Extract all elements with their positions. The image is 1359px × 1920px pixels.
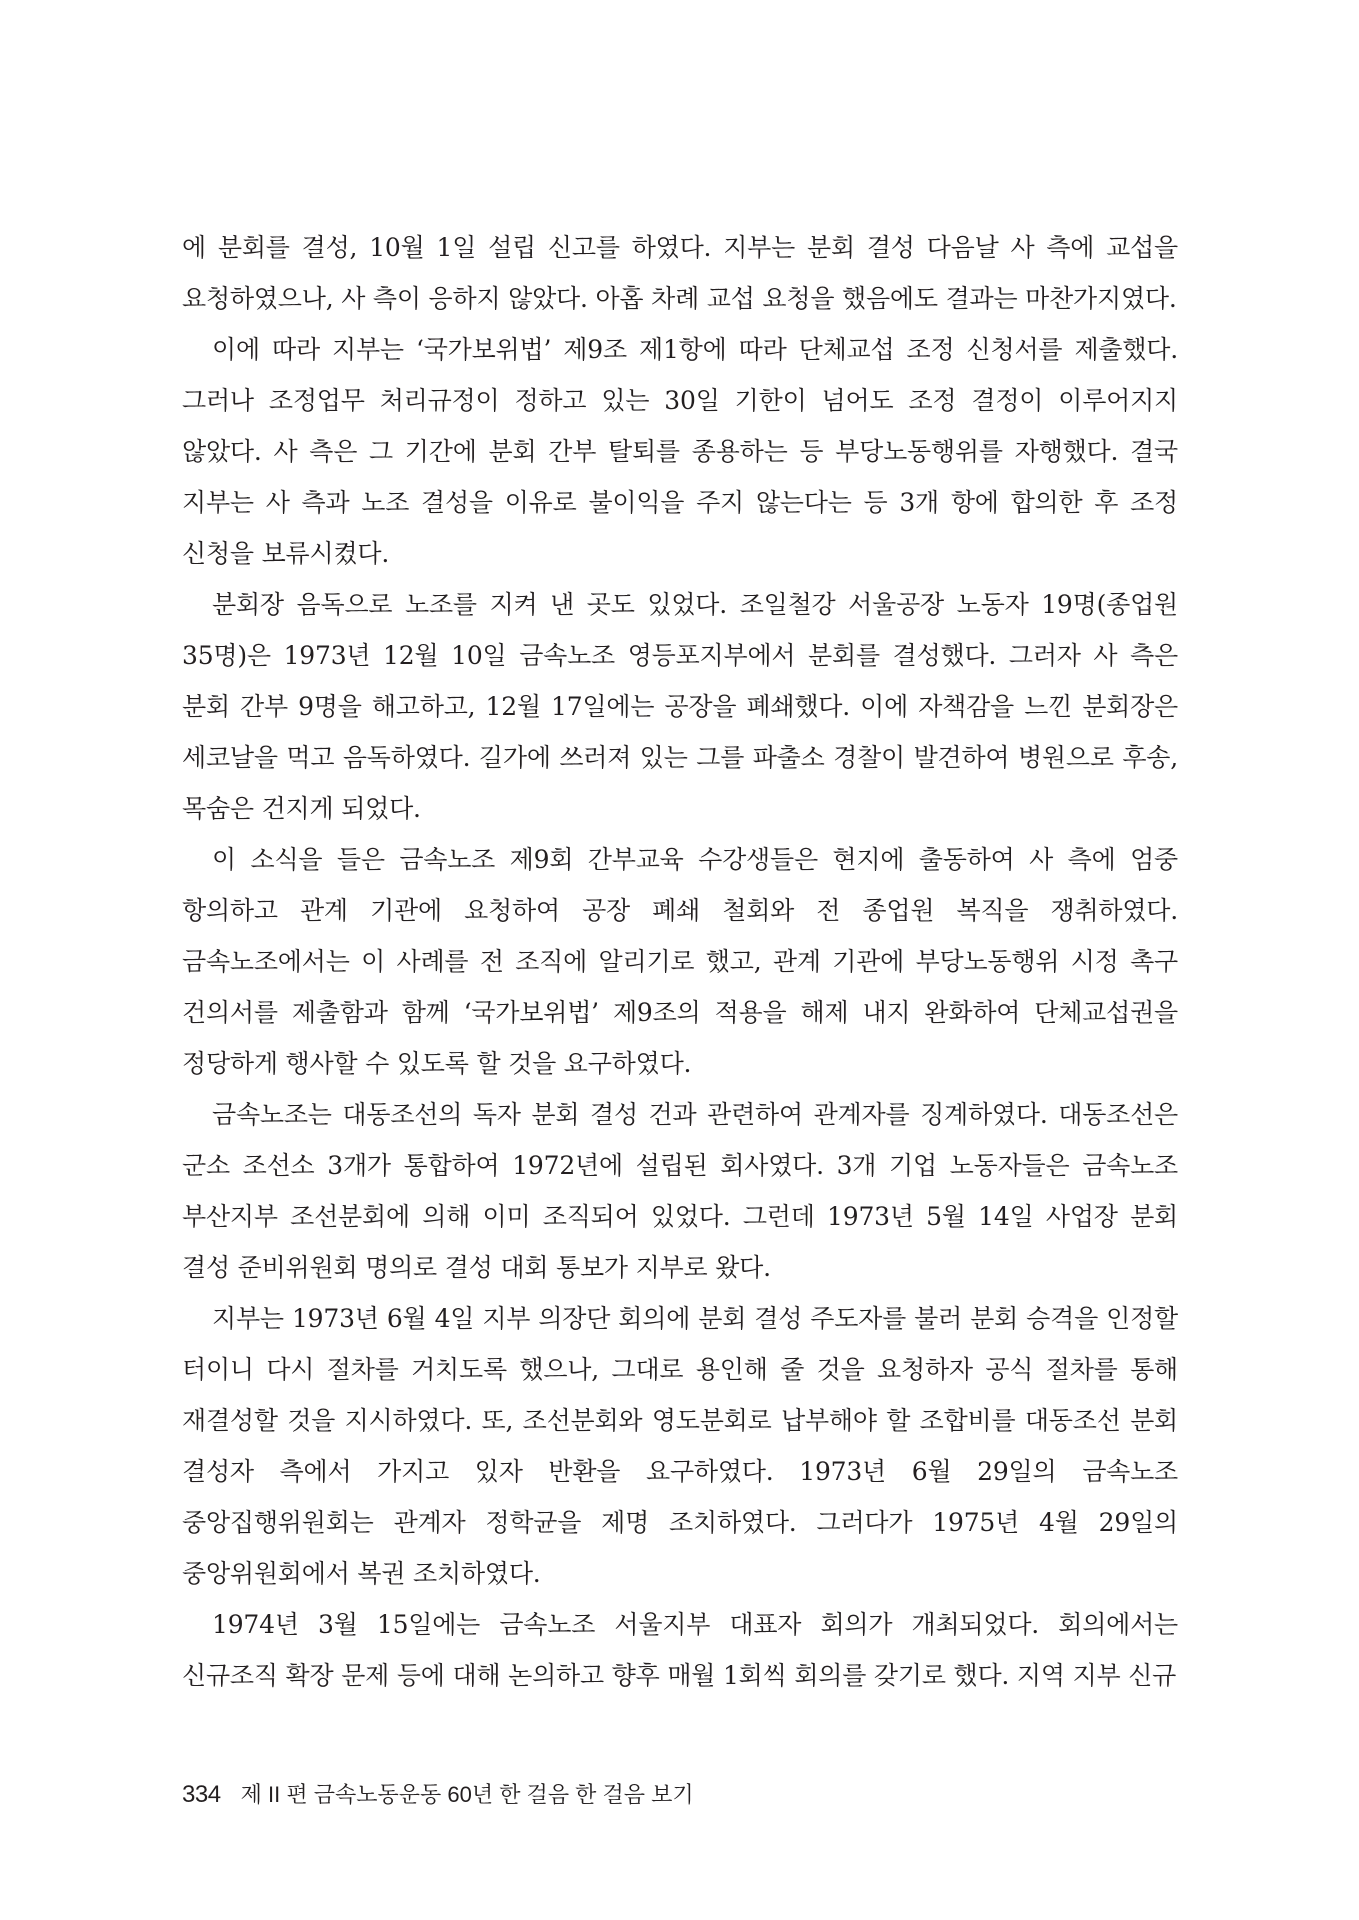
page-body xyxy=(182,222,1178,1701)
paragraph-7: 1974년 3월 15일에는 금속노조 서울지부 대표자 회의가 개최되었다. 회의에서는 신규조직 확장 문제 등에 대해 논의하고 향후 매월 1회씩 회의를 갖기로 했다. 지역 지부 신규 xyxy=(182,1610,1178,1690)
paragraph-3: 분회장 음독으로 노조를 지켜 낸 곳도 있었다. 조일철강 서울공장 노동자 19명(종업원 35명)은 1973년 12월 10일 금속노조 영등포지부에서 분회를 결성했다. 그러자 사 측은 분회 간부 9명을 해고하고, 12월 17일에는 공장을 폐쇄했다. 이에 자책감을 느낀 분회장은 세코날을 먹고 음독하였다. 길가에 쓰러져 있는 그를 파출소 경찰이 발견하여 병원으로 후송, 목숨은 건지게 되었다. xyxy=(182,590,1178,823)
paragraph-2: 이에 따라 지부는 ‘국가보위법’ 제9조 제1항에 따라 단체교섭 조정 신청서를 제출했다. 그러나 조정업무 처리규정이 정하고 있는 30일 기한이 넘어도 조정 결정이 이루어지지 않았다. 사 측은 그 기간에 분회 간부 탈퇴를 종용하는 등 부당노동행위를 자행했다. 결국 지부는 사 측과 노조 결성을 이유로 불이익을 주지 않는다는 등 3개 항에 합의한 후 조정 신청을 보류시켰다. xyxy=(182,335,1178,568)
page-number: 334 xyxy=(182,1781,221,1808)
page-footer xyxy=(182,1778,694,1809)
paragraph-6: 지부는 1973년 6월 4일 지부 의장단 회의에 분회 결성 주도자를 불러 분회 승격을 인정할 터이니 다시 절차를 거치도록 했으나, 그대로 용인해 줄 것을 요청하자 공식 절차를 통해 재결성할 것을 지시하였다. 또, 조선분회와 영도분회로 납부해야 할 조합비를 대동조선 분회 결성자 측에서 가지고 있자 반환을 요구하였다. 1973년 6월 29일의 금속노조 중앙집행위원회는 관계자 정학균을 제명 조치하였다. 그러다가 1975년 4월 29일의 중앙위원회에서 복권 조치하였다. xyxy=(182,1304,1178,1588)
paragraph-1: 에 분회를 결성, 10월 1일 설립 신고를 하였다. 지부는 분회 결성 다음날 사 측에 교섭을 요청하였으나, 사 측이 응하지 않았다. 아홉 차례 교섭 요청을 했음에도 결과는 마찬가지였다. xyxy=(182,233,1178,313)
running-title: 제 II 편 금속노동운동 60년 한 걸음 한 걸음 보기 xyxy=(240,1782,694,1807)
paragraph-4: 이 소식을 들은 금속노조 제9회 간부교육 수강생들은 현지에 출동하여 사 측에 엄중 항의하고 관계 기관에 요청하여 공장 폐쇄 철회와 전 종업원 복직을 쟁취하였다. 금속노조에서는 이 사례를 전 조직에 알리기로 했고, 관계 기관에 부당노동행위 시정 촉구 건의서를 제출함과 함께 ‘국가보위법’ 제9조의 적용을 해제 내지 완화하여 단체교섭권을 정당하게 행사할 수 있도록 할 것을 요구하였다. xyxy=(182,845,1178,1078)
paragraph-5: 금속노조는 대동조선의 독자 분회 결성 건과 관련하여 관계자를 징계하였다. 대동조선은 군소 조선소 3개가 통합하여 1972년에 설립된 회사였다. 3개 기업 노동자들은 금속노조 부산지부 조선분회에 의해 이미 조직되어 있었다. 그런데 1973년 5월 14일 사업장 분회 결성 준비위원회 명의로 결성 대회 통보가 지부로 왔다. xyxy=(182,1100,1178,1282)
